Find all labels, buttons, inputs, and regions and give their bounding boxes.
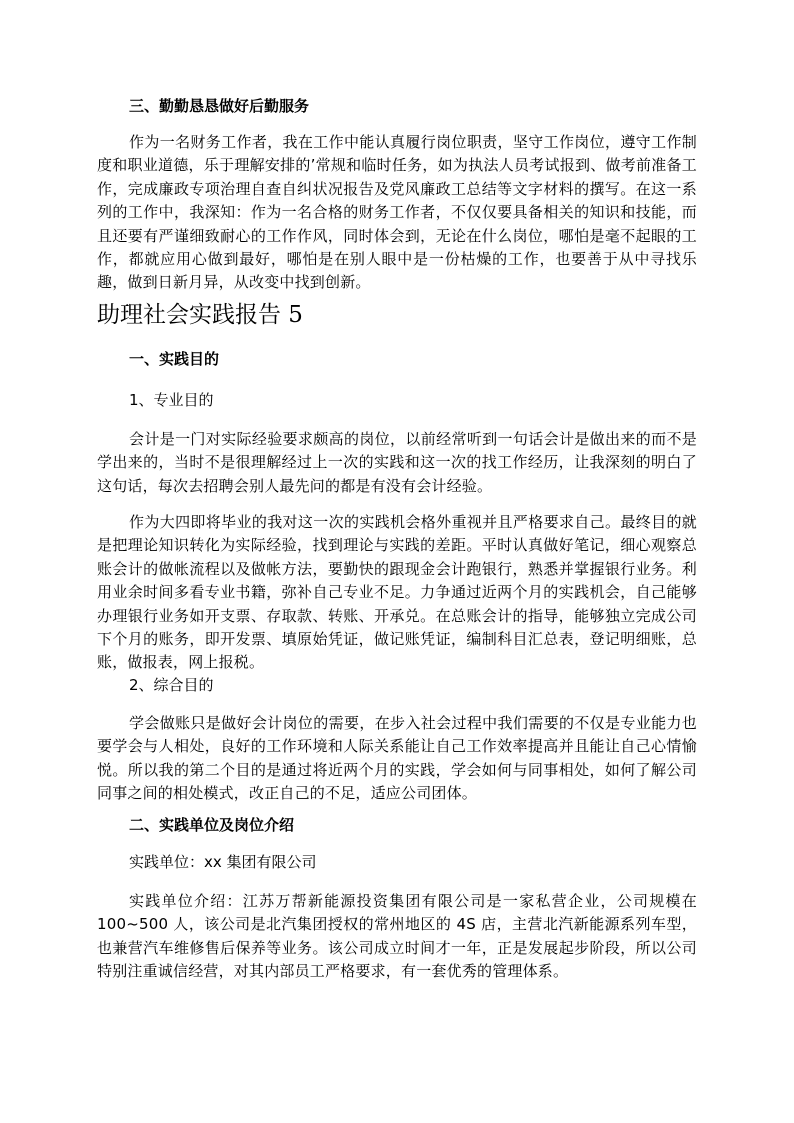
paragraph-interpersonal: 学会做账只是做好会计岗位的需要，在步入社会过程中我们需要的不仅是专业能力也要学会与人相处，良好的工作环境和人际关系能让自己工作效率提高并且能让自己心情愉悦。所以我的第二个目的是通过将近两个月的实践，学会如何与同事相处，如何了解公司同事之间的相处模式，改正自己的不足，适应公司团体。: [97, 714, 697, 803]
paragraph-logistics-work: 作为一名财务工作者，我在工作中能认真履行岗位职责，坚守工作岗位，遵守工作制度和职业道德，乐于理解安排的’常规和临时任务，如为执法人员考试报到、做考前准备工作，完成廉政专项治理自查自纠状况报告及党风廉政工总结等文字材料的撰写。在这一系列的工作中，我深知：作为一名合格的财务工作者，不仅仅要具备相关的知识和技能，而且还要有严谨细致耐心的工作作风，同时体会到，无论在什么岗位，哪怕是毫不起眼的工作，都就应用心做到最好，哪怕是在别人眼中是一份枯燥的工作，也要善于从中寻找乐趣，做到日新月异，从改变中找到创新。: [97, 133, 697, 292]
sub-heading-comprehensive-purpose: 2、综合目的: [129, 676, 214, 694]
paragraph-unit-introduction: 实践单位介绍：江苏万帮新能源投资集团有限公司是一家私营企业，公司规模在100~500 人，该公司是北汽集团授权的常州地区的 4S 店，主营北汽新能源系列车型，也兼营汽车维修售后保养等业务。该公司成立时间才一年，正是发展起步阶段，所以公司特别注重诚信经营，对其内部员工严格要求，有一套优秀的管理体系。: [97, 892, 697, 981]
practice-unit-line: 实践单位：xx 集团有限公司: [129, 853, 317, 871]
paragraph-accounting-experience: 会计是一门对实际经验要求颇高的岗位，以前经常听到一句话会计是做出来的而不是学出来的，当时不是很理解经过上一次的实践和这一次的找工作经历，让我深刻的明白了这句话，每次去招聘会别人最先问的都是有没有会计经验。: [97, 430, 697, 495]
paragraph-senior-practice: 作为大四即将毕业的我对这一次的实践机会格外重视并且严格要求自己。最终目的就是把理论知识转化为实际经验，找到理论与实践的差距。平时认真做好笔记，细心观察总账会计的做帐流程以及做帐方法，要勤快的跟现金会计跑银行，熟悉并掌握银行业务。利用业余时间多看专业书籍，弥补自己专业不足。力争通过近两个月的实践机会，自己能够办理银行业务如开支票、存取款、转账、开承兑。在总账会计的指导，能够独立完成公司下个月的账务，即开发票、填原始凭证，做记账凭证，编制科目汇总表，登记明细账，总账，做报表，网上报税。: [97, 513, 697, 672]
section-heading-unit-intro: 二、实践单位及岗位介绍: [129, 816, 295, 834]
section-heading-logistics: 三、勤勤恳恳做好后勤服务: [129, 97, 310, 115]
sub-heading-professional-purpose: 1、专业目的: [129, 391, 214, 409]
report-title: 助理社会实践报告 5: [97, 302, 303, 328]
section-heading-purpose: 一、实践目的: [129, 350, 220, 368]
